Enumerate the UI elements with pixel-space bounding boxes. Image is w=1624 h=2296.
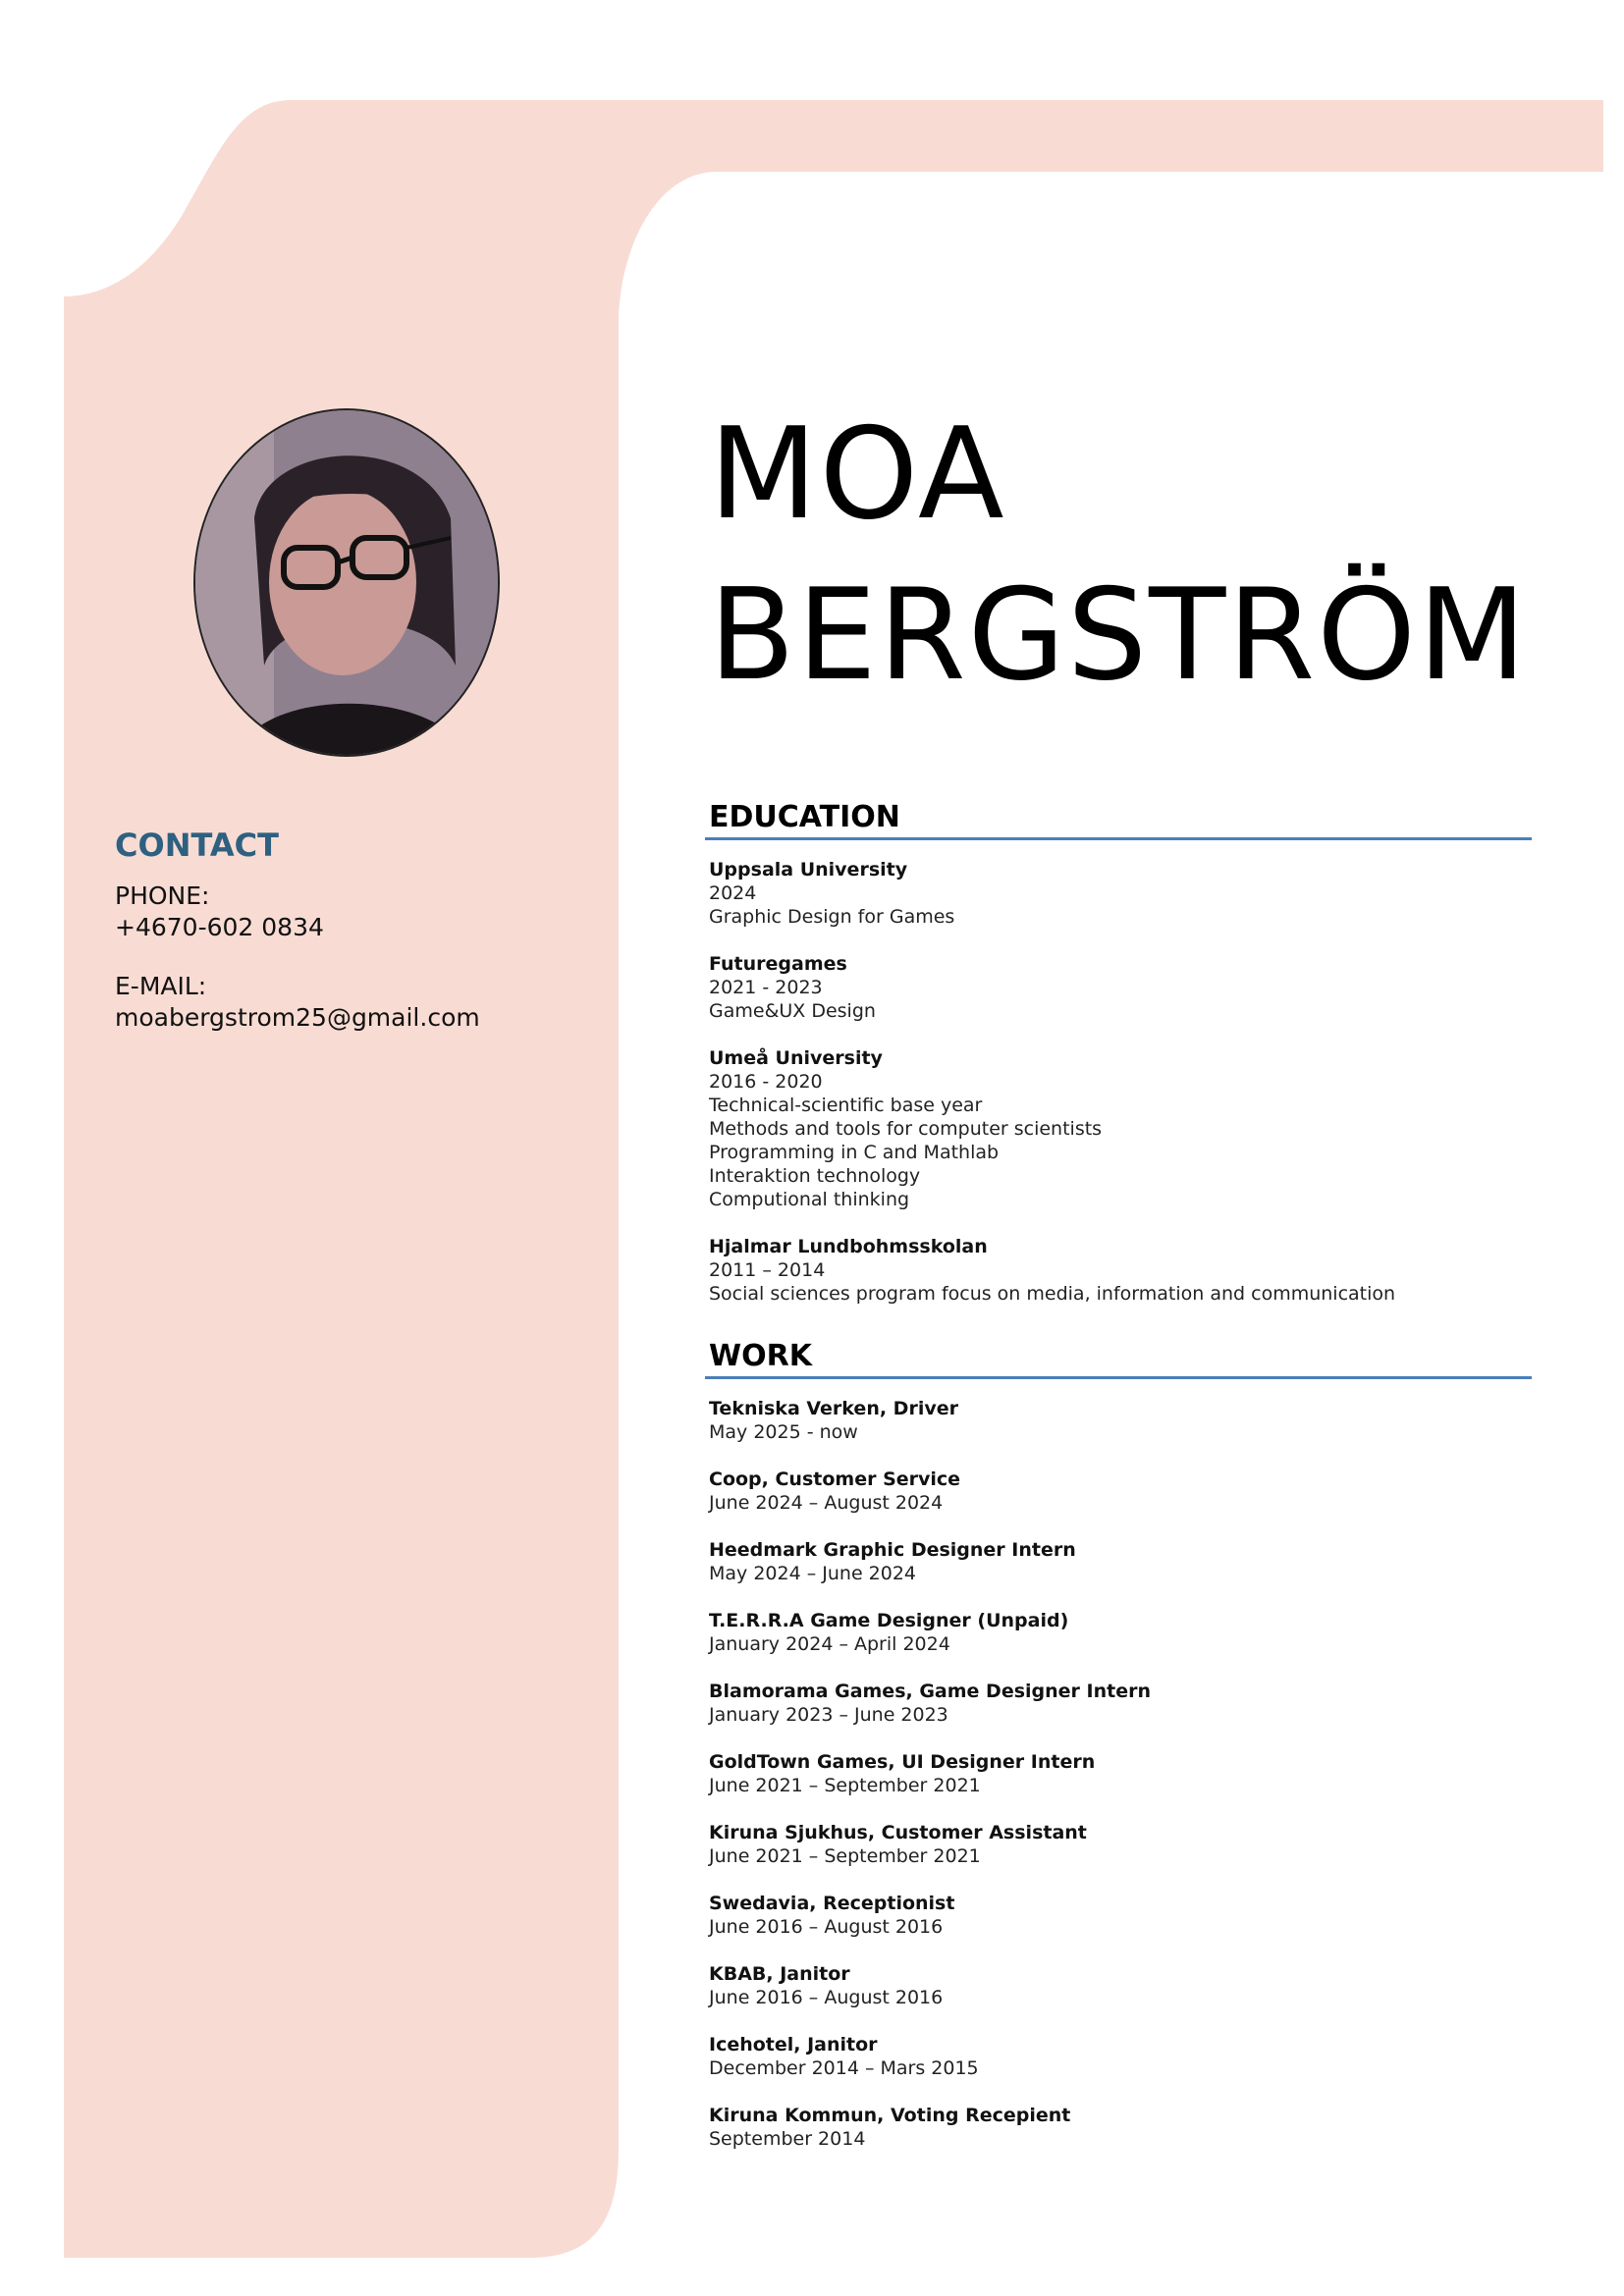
entry-title: Uppsala University — [709, 859, 908, 881]
work-entry — [709, 1892, 1593, 1939]
entry-line: May 2024 – June 2024 — [709, 1563, 917, 1584]
entry-line: Methods and tools for computer scientists — [709, 1118, 1103, 1140]
entry-line: June 2021 – September 2021 — [709, 1775, 981, 1796]
work-heading: WORK — [709, 1339, 812, 1373]
entry-title: Hjalmar Lundbohmsskolan — [709, 1236, 988, 1257]
entry-line: Computional thinking — [709, 1189, 910, 1210]
entry-line: June 2016 – August 2016 — [709, 1916, 944, 1938]
entry-title: Swedavia, Receptionist — [709, 1893, 955, 1914]
work-entry — [709, 1680, 1593, 1727]
entry-title: Coop, Customer Service — [709, 1468, 961, 1490]
work-entry — [709, 2033, 1593, 2080]
phone-label: PHONE: — [115, 881, 210, 910]
entry-line: Graphic Design for Games — [709, 906, 955, 928]
education-entry — [709, 1046, 1593, 1211]
entry-line: Technical-scientific base year — [709, 1095, 983, 1116]
work-entry — [709, 1750, 1593, 1797]
entry-title: Icehotel, Janitor — [709, 2034, 878, 2056]
name-last: BERGSTRÖM — [709, 562, 1529, 709]
entry-title: Futuregames — [709, 953, 847, 975]
work-entry — [709, 1538, 1593, 1585]
entry-title: Heedmark Graphic Designer Intern — [709, 1539, 1076, 1561]
work-entry — [709, 2104, 1593, 2151]
work-entry — [709, 1468, 1593, 1515]
work-divider — [705, 1376, 1532, 1379]
contact-heading: CONTACT — [115, 827, 279, 864]
phone-value: +4670-602 0834 — [115, 913, 324, 941]
entry-line: Programming in C and Mathlab — [709, 1142, 1000, 1163]
person-portrait-icon — [195, 410, 500, 757]
entry-line: December 2014 – Mars 2015 — [709, 2057, 979, 2079]
entry-line: 2011 – 2014 — [709, 1259, 826, 1281]
entry-title: Kiruna Kommun, Voting Recepient — [709, 2105, 1071, 2126]
entry-title: KBAB, Janitor — [709, 1963, 850, 1985]
education-entry — [709, 1235, 1593, 1306]
entry-line: 2024 — [709, 882, 757, 904]
entry-line: Interaktion technology — [709, 1165, 921, 1187]
profile-photo — [193, 408, 500, 757]
work-entry — [709, 1397, 1593, 1444]
entry-title: Tekniska Verken, Driver — [709, 1398, 958, 1419]
work-entry — [709, 1821, 1593, 1868]
education-heading: EDUCATION — [709, 800, 900, 834]
education-entry — [709, 858, 1593, 929]
entry-line: 2021 - 2023 — [709, 977, 823, 998]
education-entry — [709, 952, 1593, 1023]
entry-title: GoldTown Games, UI Designer Intern — [709, 1751, 1096, 1773]
work-entry — [709, 1962, 1593, 2009]
entry-title: T.E.R.R.A Game Designer (Unpaid) — [709, 1610, 1069, 1631]
entry-line: Game&UX Design — [709, 1000, 876, 1022]
entry-line: June 2016 – August 2016 — [709, 1987, 944, 2008]
entry-line: May 2025 - now — [709, 1421, 858, 1443]
email-label: E-MAIL: — [115, 972, 207, 1000]
entry-line: June 2024 – August 2024 — [709, 1492, 944, 1514]
entry-line: January 2024 – April 2024 — [709, 1633, 950, 1655]
entry-title: Blamorama Games, Game Designer Intern — [709, 1681, 1151, 1702]
entry-title: Umeå University — [709, 1047, 883, 1069]
entry-line: January 2023 – June 2023 — [709, 1704, 948, 1726]
entry-line: June 2021 – September 2021 — [709, 1845, 981, 1867]
education-divider — [705, 837, 1532, 840]
work-entry — [709, 1609, 1593, 1656]
name-first: MOA — [709, 401, 1006, 548]
entry-title: Kiruna Sjukhus, Customer Assistant — [709, 1822, 1087, 1843]
entry-line: 2016 - 2020 — [709, 1071, 823, 1093]
entry-line: September 2014 — [709, 2128, 866, 2150]
entry-line: Social sciences program focus on media, information and communication — [709, 1283, 1396, 1305]
email-value: moabergstrom25@gmail.com — [115, 1003, 480, 1032]
